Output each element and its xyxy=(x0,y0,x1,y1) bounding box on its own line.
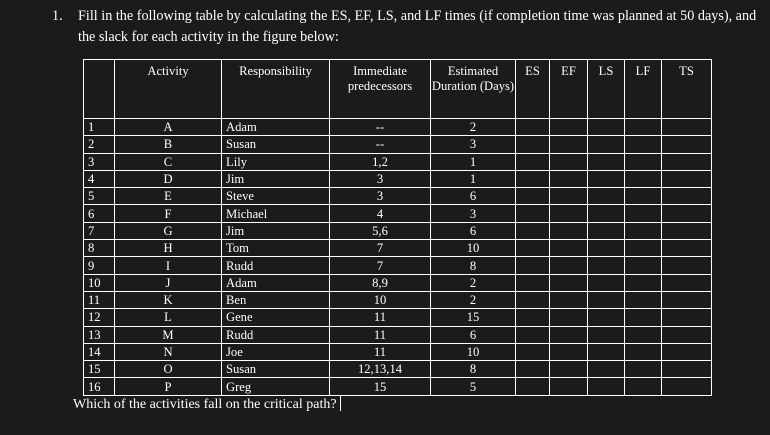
cell-lf[interactable] xyxy=(625,222,662,239)
cell-lf[interactable] xyxy=(625,274,662,291)
cell-activity: H xyxy=(115,240,222,257)
header-num xyxy=(84,60,115,119)
cell-ls[interactable] xyxy=(588,240,625,257)
cell-responsibility: Adam xyxy=(222,274,330,291)
cell-responsibility: Gene xyxy=(222,309,330,326)
table-row xyxy=(84,170,712,187)
header-ls: LS xyxy=(588,60,625,119)
cell-ls[interactable] xyxy=(588,274,625,291)
cell-activity: L xyxy=(115,309,222,326)
cell-lf[interactable] xyxy=(625,153,662,170)
cell-responsibility: Jim xyxy=(222,222,330,239)
cell-duration: 5 xyxy=(431,378,516,395)
cell-responsibility: Michael xyxy=(222,205,330,222)
cell-lf[interactable] xyxy=(625,170,662,187)
cell-ls[interactable] xyxy=(588,170,625,187)
cell-predecessors: 3 xyxy=(330,170,431,187)
cell-ls[interactable] xyxy=(588,205,625,222)
cell-es[interactable] xyxy=(516,291,550,308)
cell-predecessors: 11 xyxy=(330,343,431,360)
question-block xyxy=(52,6,762,48)
cell-num: 10 xyxy=(84,274,115,291)
question-number: 1. xyxy=(52,8,63,24)
cell-ls[interactable] xyxy=(588,378,625,395)
cell-ls[interactable] xyxy=(588,188,625,205)
table-row xyxy=(84,153,712,170)
activity-table xyxy=(83,59,712,396)
cell-activity: E xyxy=(115,188,222,205)
cell-num: 7 xyxy=(84,222,115,239)
cell-num: 9 xyxy=(84,257,115,274)
question-text: Fill in the following table by calculating the ES, EF, LS, and LF times (if completion time was planned at 50 days), and the slack for each activity in the figure below: xyxy=(78,8,757,45)
table-row xyxy=(84,326,712,343)
cell-duration: 1 xyxy=(431,153,516,170)
cell-predecessors: 7 xyxy=(330,240,431,257)
cell-duration: 6 xyxy=(431,326,516,343)
cell-duration: 6 xyxy=(431,188,516,205)
cell-num: 3 xyxy=(84,153,115,170)
cell-predecessors: -- xyxy=(330,119,431,136)
table-row xyxy=(84,343,712,360)
cell-num: 1 xyxy=(84,119,115,136)
followup-question xyxy=(73,395,341,414)
header-duration: Estimated Duration (Days) xyxy=(431,60,516,119)
cell-es[interactable] xyxy=(516,361,550,378)
cell-activity: A xyxy=(115,119,222,136)
table-row xyxy=(84,240,712,257)
cell-predecessors: 1,2 xyxy=(330,153,431,170)
header-responsibility: Responsibility xyxy=(222,60,330,119)
cell-lf[interactable] xyxy=(625,378,662,395)
cell-duration: 2 xyxy=(431,291,516,308)
cell-responsibility: Joe xyxy=(222,343,330,360)
cell-ts[interactable] xyxy=(662,361,712,378)
cell-es[interactable] xyxy=(516,153,550,170)
cell-ts[interactable] xyxy=(662,136,712,153)
cell-responsibility: Susan xyxy=(222,136,330,153)
cell-predecessors: 3 xyxy=(330,188,431,205)
cell-ts[interactable] xyxy=(662,119,712,136)
cell-activity: B xyxy=(115,136,222,153)
cell-ef[interactable] xyxy=(550,309,588,326)
cell-lf[interactable] xyxy=(625,205,662,222)
cell-num: 12 xyxy=(84,309,115,326)
cell-ef[interactable] xyxy=(550,205,588,222)
cell-ef[interactable] xyxy=(550,274,588,291)
cell-ef[interactable] xyxy=(550,222,588,239)
cell-activity: J xyxy=(115,274,222,291)
cell-responsibility: Jim xyxy=(222,170,330,187)
table-header-row xyxy=(84,60,712,119)
cell-responsibility: Rudd xyxy=(222,326,330,343)
followup-text: Which of the activities fall on the critical path? xyxy=(73,397,337,412)
table-row xyxy=(84,205,712,222)
cell-activity: G xyxy=(115,222,222,239)
cell-ef[interactable] xyxy=(550,136,588,153)
cell-num: 11 xyxy=(84,291,115,308)
table-body xyxy=(84,119,712,396)
cell-lf[interactable] xyxy=(625,240,662,257)
cell-ts[interactable] xyxy=(662,274,712,291)
table-row xyxy=(84,361,712,378)
cell-ts[interactable] xyxy=(662,240,712,257)
table-row xyxy=(84,257,712,274)
cell-num: 13 xyxy=(84,326,115,343)
cell-ef[interactable] xyxy=(550,119,588,136)
cell-ts[interactable] xyxy=(662,257,712,274)
cell-lf[interactable] xyxy=(625,119,662,136)
header-lf: LF xyxy=(625,60,662,119)
cell-ls[interactable] xyxy=(588,361,625,378)
cell-lf[interactable] xyxy=(625,257,662,274)
cell-responsibility: Adam xyxy=(222,119,330,136)
cell-activity: I xyxy=(115,257,222,274)
cell-duration: 3 xyxy=(431,136,516,153)
cell-predecessors: 11 xyxy=(330,326,431,343)
cell-es[interactable] xyxy=(516,378,550,395)
table-row xyxy=(84,274,712,291)
cell-responsibility: Susan xyxy=(222,361,330,378)
cell-ef[interactable] xyxy=(550,326,588,343)
header-ts: TS xyxy=(662,60,712,119)
cell-ef[interactable] xyxy=(550,257,588,274)
cell-activity: O xyxy=(115,361,222,378)
cell-ef[interactable] xyxy=(550,361,588,378)
header-ef: EF xyxy=(550,60,588,119)
cell-num: 4 xyxy=(84,170,115,187)
table-row xyxy=(84,136,712,153)
cell-duration: 6 xyxy=(431,222,516,239)
cell-num: 2 xyxy=(84,136,115,153)
table-row xyxy=(84,291,712,308)
cell-duration: 2 xyxy=(431,119,516,136)
cell-es[interactable] xyxy=(516,119,550,136)
cell-ef[interactable] xyxy=(550,291,588,308)
cell-predecessors: 7 xyxy=(330,257,431,274)
cell-num: 6 xyxy=(84,205,115,222)
cell-activity: D xyxy=(115,170,222,187)
cell-ls[interactable] xyxy=(588,309,625,326)
cell-num: 5 xyxy=(84,188,115,205)
cell-ef[interactable] xyxy=(550,240,588,257)
cell-predecessors: 15 xyxy=(330,378,431,395)
cell-ls[interactable] xyxy=(588,119,625,136)
cell-ts[interactable] xyxy=(662,170,712,187)
cell-responsibility: Lily xyxy=(222,153,330,170)
cell-ls[interactable] xyxy=(588,326,625,343)
cell-ef[interactable] xyxy=(550,188,588,205)
table-row xyxy=(84,188,712,205)
cell-ts[interactable] xyxy=(662,205,712,222)
table-row xyxy=(84,309,712,326)
cell-responsibility: Greg xyxy=(222,378,330,395)
table-row xyxy=(84,378,712,395)
cell-ts[interactable] xyxy=(662,153,712,170)
cell-ls[interactable] xyxy=(588,257,625,274)
cell-predecessors: 5,6 xyxy=(330,222,431,239)
cell-predecessors: 11 xyxy=(330,309,431,326)
cell-ts[interactable] xyxy=(662,188,712,205)
cell-activity: N xyxy=(115,343,222,360)
cell-responsibility: Steve xyxy=(222,188,330,205)
cell-lf[interactable] xyxy=(625,291,662,308)
header-activity: Activity xyxy=(115,60,222,119)
cell-num: 14 xyxy=(84,343,115,360)
cell-ts[interactable] xyxy=(662,222,712,239)
cell-duration: 8 xyxy=(431,361,516,378)
cell-es[interactable] xyxy=(516,222,550,239)
cell-responsibility: Ben xyxy=(222,291,330,308)
cell-es[interactable] xyxy=(516,205,550,222)
cell-es[interactable] xyxy=(516,326,550,343)
cell-es[interactable] xyxy=(516,257,550,274)
header-es: ES xyxy=(516,60,550,119)
cell-es[interactable] xyxy=(516,274,550,291)
cell-ls[interactable] xyxy=(588,153,625,170)
cell-num: 16 xyxy=(84,378,115,395)
cell-es[interactable] xyxy=(516,136,550,153)
cell-num: 8 xyxy=(84,240,115,257)
cell-ts[interactable] xyxy=(662,291,712,308)
cell-ls[interactable] xyxy=(588,291,625,308)
cell-activity: P xyxy=(115,378,222,395)
text-cursor xyxy=(340,395,341,411)
cell-predecessors: -- xyxy=(330,136,431,153)
cell-predecessors: 4 xyxy=(330,205,431,222)
cell-predecessors: 12,13,14 xyxy=(330,361,431,378)
cell-duration: 15 xyxy=(431,309,516,326)
cell-predecessors: 10 xyxy=(330,291,431,308)
cell-responsibility: Rudd xyxy=(222,257,330,274)
header-predecessors: Immediate predecessors xyxy=(330,60,431,119)
cell-es[interactable] xyxy=(516,170,550,187)
cell-ef[interactable] xyxy=(550,170,588,187)
cell-lf[interactable] xyxy=(625,136,662,153)
cell-lf[interactable] xyxy=(625,188,662,205)
cell-duration: 10 xyxy=(431,343,516,360)
cell-lf[interactable] xyxy=(625,326,662,343)
cell-ef[interactable] xyxy=(550,153,588,170)
cell-lf[interactable] xyxy=(625,361,662,378)
table-row xyxy=(84,222,712,239)
cell-duration: 8 xyxy=(431,257,516,274)
cell-activity: C xyxy=(115,153,222,170)
cell-ts[interactable] xyxy=(662,326,712,343)
cell-num: 15 xyxy=(84,361,115,378)
cell-duration: 10 xyxy=(431,240,516,257)
cell-ts[interactable] xyxy=(662,343,712,360)
cell-ls[interactable] xyxy=(588,136,625,153)
cell-es[interactable] xyxy=(516,309,550,326)
cell-activity: F xyxy=(115,205,222,222)
cell-responsibility: Tom xyxy=(222,240,330,257)
cell-predecessors: 8,9 xyxy=(330,274,431,291)
cell-ls[interactable] xyxy=(588,222,625,239)
cell-ls[interactable] xyxy=(588,343,625,360)
cell-ts[interactable] xyxy=(662,378,712,395)
cell-ef[interactable] xyxy=(550,378,588,395)
cell-activity: M xyxy=(115,326,222,343)
cell-duration: 1 xyxy=(431,170,516,187)
cell-es[interactable] xyxy=(516,343,550,360)
cell-ts[interactable] xyxy=(662,309,712,326)
cell-activity: K xyxy=(115,291,222,308)
cell-duration: 3 xyxy=(431,205,516,222)
cell-lf[interactable] xyxy=(625,343,662,360)
cell-duration: 2 xyxy=(431,274,516,291)
cell-lf[interactable] xyxy=(625,309,662,326)
cell-ef[interactable] xyxy=(550,343,588,360)
cell-es[interactable] xyxy=(516,240,550,257)
table-row xyxy=(84,119,712,136)
cell-es[interactable] xyxy=(516,188,550,205)
